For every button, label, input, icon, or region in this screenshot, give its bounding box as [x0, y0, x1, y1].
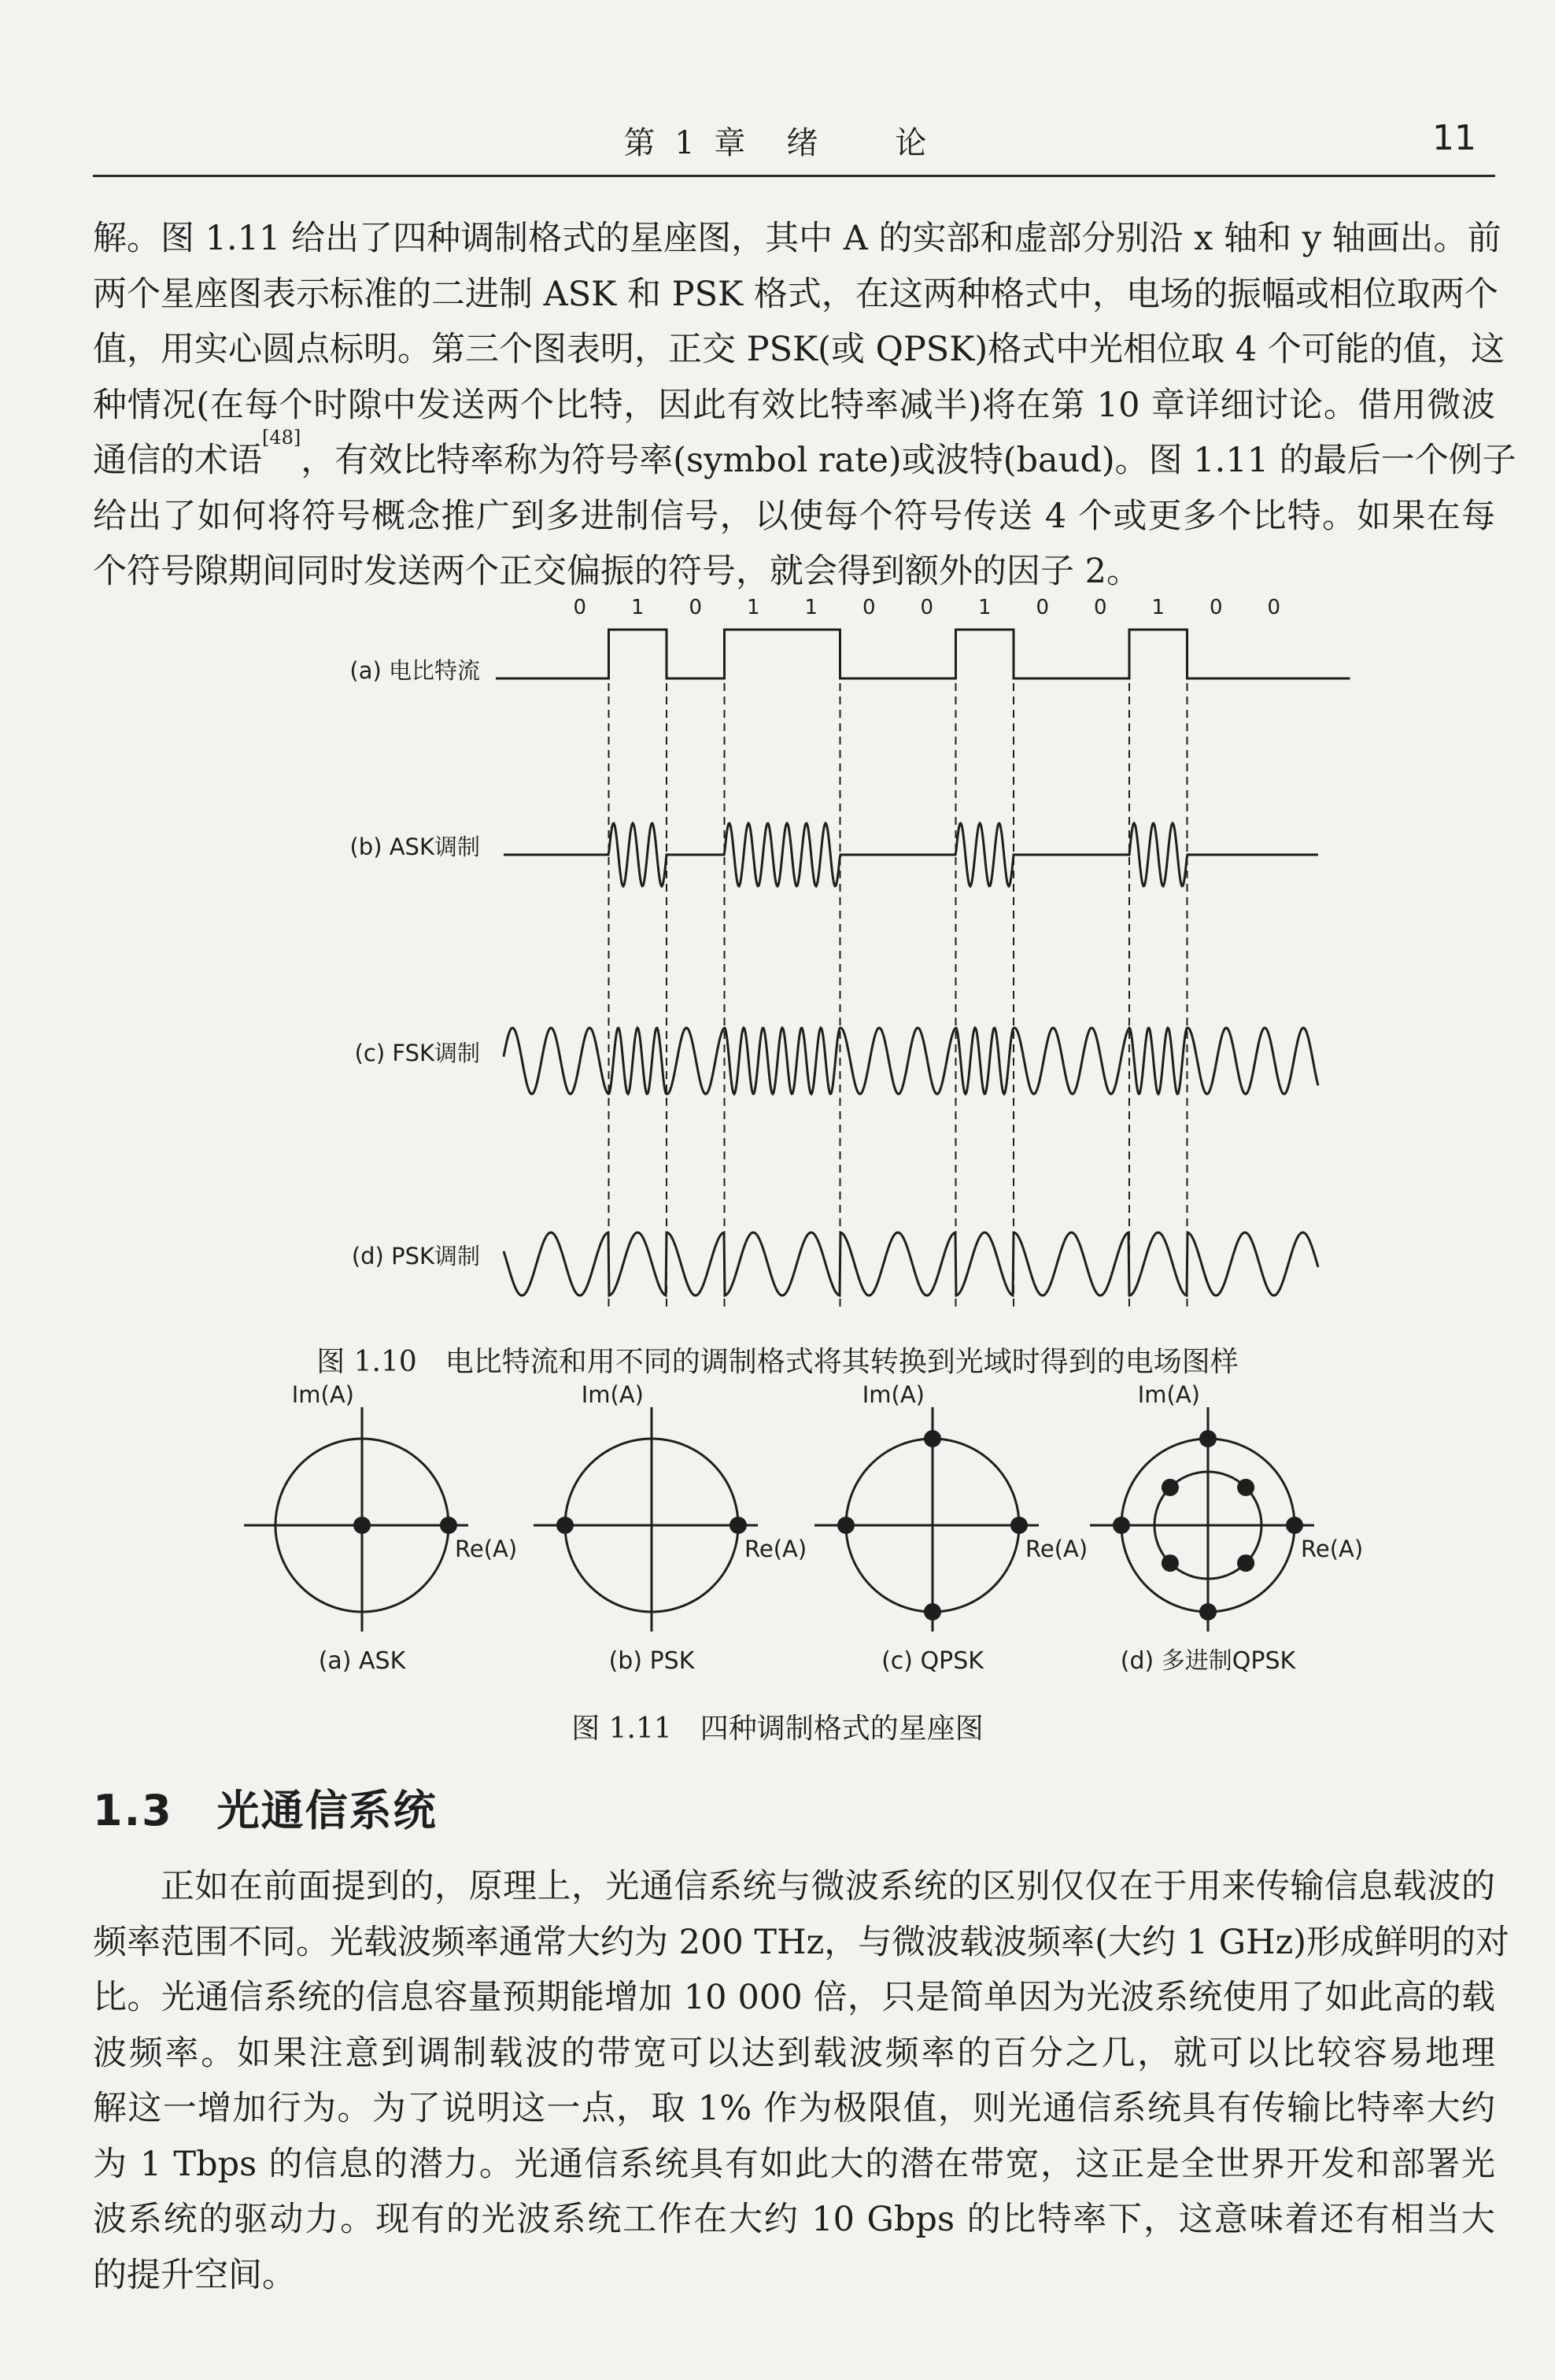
text-line: 个符号隙期间同时发送两个正交偏振的符号，就会得到额外的因子 2。 — [93, 552, 1141, 591]
bit-label: 1 — [746, 596, 760, 619]
bit-label: 0 — [1093, 596, 1107, 619]
constellation-label: (a) ASK — [318, 1647, 406, 1675]
text-line: 为 1 Tbps 的信息的潜力。光通信系统具有如此大的潜在带宽，这正是全世界开发和部署光 — [93, 2144, 1495, 2184]
bit-label: 0 — [1209, 596, 1223, 619]
real-axis-label: Re(A) — [1301, 1536, 1364, 1562]
text-line: 波系统的驱动力。现有的光波系统工作在大约 10 Gbps 的比特率下，这意味着还有相当大 — [93, 2200, 1495, 2239]
text-line: 正如在前面提到的，原理上，光通信系统与微波系统的区别仅仅在于用来传输信息载波的 — [161, 1867, 1495, 1906]
constellation-label: (b) PSK — [608, 1647, 695, 1675]
text-line: 两个星座图表示标准的二进制 ASK 和 PSK 格式，在这两种格式中，电场的振幅或相位取两个 — [93, 274, 1498, 314]
psk-waveform — [504, 1232, 1318, 1295]
page-number: 11 — [1432, 118, 1476, 158]
ask-waveform — [504, 823, 1318, 886]
text-line: 波频率。如果注意到调制载波的带宽可以达到载波频率的百分之几，就可以比较容易地理 — [93, 2033, 1495, 2073]
bit-label: 1 — [630, 596, 645, 619]
text-segment: 通信的术语 — [93, 441, 262, 480]
text-line: 解这一增加行为。为了说明这一点，取 1% 作为极限值，则光通信系统具有传输比特率大约 — [93, 2089, 1495, 2128]
fsk-waveform — [504, 1028, 1318, 1094]
imag-axis-label: Im(A) — [581, 1381, 644, 1408]
section-heading: 1.3 光通信系统 — [93, 1786, 438, 1835]
figure-1-10-caption: 图 1.10 电比特流和用不同的调制格式将其转换到光域时得到的电场图样 — [316, 1346, 1239, 1378]
text-line: 给出了如何将符号概念推广到多进制信号，以使每个符号传送 4 个或更多个比特。如果在每 — [93, 496, 1495, 536]
imag-axis-label: Im(A) — [862, 1381, 925, 1408]
bit-label: 0 — [1036, 596, 1050, 619]
text-line: 值，用实心圆点标明。第三个图表明，正交 PSK(或 QPSK)格式中光相位取 4 个可能的值，这 — [93, 330, 1505, 369]
bit-label: 0 — [573, 596, 587, 619]
real-axis-label: Re(A) — [455, 1536, 518, 1562]
bit-label: 1 — [1151, 596, 1165, 619]
waveform-row-label: (b) ASK调制 — [349, 833, 480, 860]
waveform-row-label: (c) FSK调制 — [354, 1040, 480, 1066]
citation-ref: [48] — [262, 427, 301, 449]
figure-1-11-caption: 图 1.11 四种调制格式的星座图 — [571, 1713, 984, 1745]
bit-label: 0 — [862, 596, 876, 619]
bitstream-waveform — [496, 630, 1350, 678]
waveform-row-label: (d) PSK调制 — [351, 1243, 480, 1269]
text-line: 解。图 1.11 给出了四种调制格式的星座图，其中 A 的实部和虚部分别沿 x 轴和 y 轴画出。前 — [93, 219, 1501, 258]
bit-label: 0 — [689, 596, 703, 619]
waveform-row-label: (a) 电比特流 — [349, 657, 480, 684]
real-axis-label: Re(A) — [744, 1536, 807, 1562]
constellation-label: (c) QPSK — [881, 1647, 984, 1675]
text-line: 频率范围不同。光载波频率通常大约为 200 THz，与微波载波频率(大约 1 GHz)形成鲜明的对 — [93, 1922, 1509, 1962]
text-line: 比。光通信系统的信息容量预期能增加 10 000 倍，只是简单因为光波系统使用了如此高的载 — [93, 1978, 1495, 2017]
text-line: 种情况(在每个时隙中发送两个比特，因此有效比特率减半)将在第 10 章详细讨论。借用微波 — [93, 385, 1495, 425]
bit-label: 0 — [920, 596, 934, 619]
paragraph-section — [93, 1859, 1509, 2303]
constellation-label: (d) 多进制QPSK — [1120, 1647, 1296, 1675]
imag-axis-label: Im(A) — [1137, 1381, 1200, 1408]
bit-label: 0 — [1267, 596, 1281, 619]
bit-label: 1 — [977, 596, 992, 619]
bit-label: 1 — [804, 596, 818, 619]
imag-axis-label: Im(A) — [291, 1381, 354, 1408]
text-segment: ，有效比特率称为符号率(symbol rate)或波特(baud)。图 1.11 的最后一个例子 — [301, 441, 1516, 480]
real-axis-label: Re(A) — [1025, 1536, 1088, 1562]
running-header: 第 1 章 绪 论 — [623, 125, 932, 161]
text-line: 的提升空间。 — [93, 2255, 296, 2295]
